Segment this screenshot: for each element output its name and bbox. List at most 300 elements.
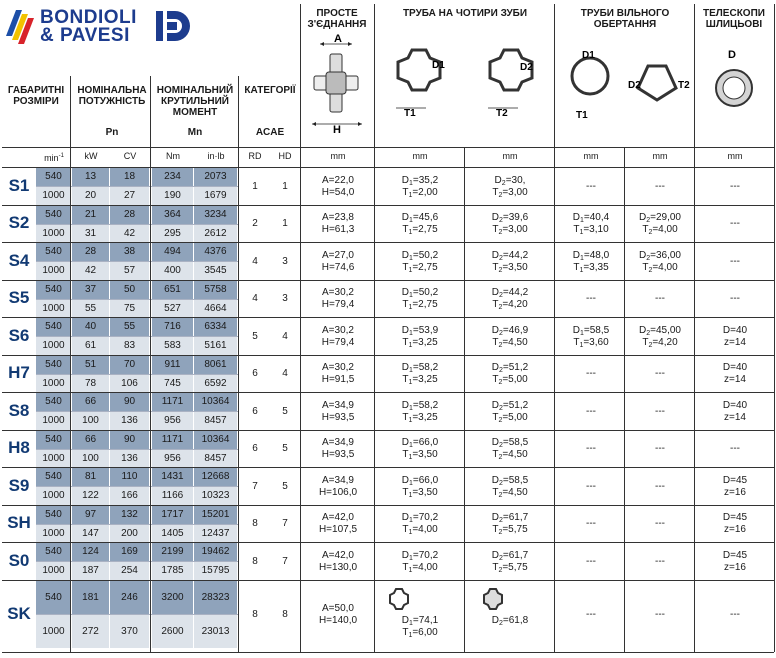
value-free1: ---	[586, 608, 596, 620]
cell-inlb: 3545	[194, 262, 237, 280]
bp-mark-icon	[154, 9, 190, 43]
cell-kw: 28	[72, 243, 109, 261]
unit-hd: HD	[278, 151, 292, 161]
logo-line-1: BONDIOLI	[40, 7, 137, 28]
cell-rpm: 540	[36, 243, 71, 261]
unit-f2: mm	[652, 151, 668, 161]
value-free1: ---	[586, 368, 596, 380]
cell-rpm: 1000	[36, 337, 71, 355]
cell-kw: 147	[72, 525, 109, 543]
value-free1: $D_1=40,4$ $T_1=3,10$	[572, 212, 610, 237]
value-free1: ---	[586, 480, 596, 492]
category-rd: 4	[252, 293, 258, 305]
value-joint: A=50,0 H=140,0	[318, 602, 358, 626]
cell-nm: 911	[152, 356, 193, 374]
value-joint: A=42,0 H=107,5	[318, 512, 358, 536]
value-tube4a: $D_1=74,1$ $T_1=6,00$	[401, 614, 439, 639]
value-tube4b: $D_2=44,2$ $T_2=3,50$	[491, 249, 529, 274]
unit-cv: CV	[123, 151, 137, 161]
column-divider	[554, 4, 555, 652]
cell-cv: 83	[110, 337, 149, 355]
cell-cv: 90	[110, 431, 149, 449]
diagram-label-free-d1: D1	[582, 50, 595, 61]
cell-inlb: 12668	[194, 468, 237, 486]
cell-inlb: 4376	[194, 243, 237, 261]
category-rd: 4	[252, 255, 258, 267]
unit-t4a: mm	[412, 151, 428, 161]
unit-inlb: in·lb	[207, 151, 225, 161]
cell-nm: 3200	[152, 581, 193, 614]
row-separator	[2, 542, 774, 543]
row-separator	[2, 167, 774, 168]
category-hd: 7	[282, 555, 288, 567]
cell-rpm: 540	[36, 168, 71, 186]
cell-cv: 55	[110, 318, 149, 336]
value-free1: $D_1=48,0$ $T_1=3,35$	[572, 249, 610, 274]
cell-nm: 651	[152, 281, 193, 299]
tube-four-teeth-d2-diagram	[478, 40, 548, 124]
size-label: H7	[8, 363, 30, 383]
header-joint: ПРОСТЕ З'ЄДНАННЯ	[307, 8, 367, 30]
diagram-label-d: D	[728, 49, 736, 61]
value-spline: ---	[730, 255, 740, 267]
cell-nm: 1166	[152, 487, 193, 505]
cell-rpm: 540	[36, 468, 71, 486]
value-spline: D=45 z=16	[722, 549, 748, 573]
header-torque: НОМІНАЛЬНИЙ КРУТИЛЬНИЙ МОМЕНТ	[156, 85, 234, 118]
category-rd: 8	[252, 555, 258, 567]
category-hd: 5	[282, 480, 288, 492]
cell-inlb: 8457	[194, 412, 237, 430]
size-label: S6	[8, 325, 30, 345]
cell-rpm: 540	[36, 281, 71, 299]
value-free1: ---	[586, 518, 596, 530]
cell-cv: 70	[110, 356, 149, 374]
value-joint: A=22,0 H=54,0	[321, 174, 355, 198]
value-tube4a: $D_1=70,2$ $T_1=4,00$	[401, 512, 439, 537]
cell-kw: 66	[72, 393, 109, 411]
diagram-label-d2: D2	[520, 62, 533, 73]
cell-kw: 42	[72, 262, 109, 280]
cell-cv: 38	[110, 243, 149, 261]
column-divider	[774, 4, 775, 652]
size-label: S5	[8, 288, 30, 308]
subrow-separator	[36, 614, 238, 615]
diagram-label-free-d2: D2	[628, 80, 641, 91]
cell-rpm: 1000	[36, 225, 71, 243]
header-tube4: ТРУБА НА ЧОТИРИ ЗУБИ	[402, 8, 528, 19]
cell-nm: 956	[152, 412, 193, 430]
cell-rpm: 540	[36, 506, 71, 524]
value-joint: A=30,2 H=79,4	[321, 287, 355, 311]
cell-inlb: 3234	[194, 206, 237, 224]
row-separator	[2, 392, 774, 393]
value-tube4b: $D_2=39,6$ $T_2=3,00$	[491, 212, 529, 237]
value-spline: ---	[730, 443, 740, 455]
cell-cv: 18	[110, 168, 149, 186]
category-rd: 7	[252, 480, 258, 492]
value-joint: A=30,2 H=91,5	[321, 362, 355, 386]
cell-inlb: 15795	[194, 562, 237, 580]
unit-sp: mm	[727, 151, 743, 161]
cell-rpm: 1000	[36, 300, 71, 318]
cell-nm: 400	[152, 262, 193, 280]
value-spline: D=40 z=14	[722, 324, 748, 348]
size-label: S1	[8, 175, 30, 195]
cell-cv: 90	[110, 393, 149, 411]
value-tube4b: $D_2=46,9$ $T_2=4,50$	[491, 324, 529, 349]
diagram-label-t1: T1	[404, 108, 416, 119]
subrow-separator	[36, 186, 238, 187]
logo-line-2: & PAVESI	[40, 25, 130, 46]
value-tube4a: $D_1=70,2$ $T_1=4,00$	[401, 549, 439, 574]
cell-inlb: 15201	[194, 506, 237, 524]
size-label: H8	[8, 438, 30, 458]
column-divider	[464, 147, 465, 652]
category-rd: 6	[252, 368, 258, 380]
value-tube4a: $D_1=35,2$ $T_1=2,00$	[401, 174, 439, 199]
value-spline: D=40 z=14	[722, 362, 748, 386]
cell-nm: 494	[152, 243, 193, 261]
header-acae: ACAE	[255, 127, 285, 138]
cell-inlb: 10364	[194, 393, 237, 411]
unit-joint: mm	[330, 151, 346, 161]
value-spline: ---	[730, 608, 740, 620]
unit-rpm: $\min^{-1}$	[44, 153, 64, 163]
cell-inlb: 1679	[194, 187, 237, 205]
value-joint: A=34,9 H=93,5	[321, 437, 355, 461]
cell-rpm: 540	[36, 356, 71, 374]
value-free1: ---	[586, 555, 596, 567]
row-separator	[2, 280, 774, 281]
value-tube4a: $D_1=45,6$ $T_1=2,75$	[401, 212, 439, 237]
value-spline: D=45 z=16	[722, 512, 748, 536]
cell-cv: 136	[110, 412, 149, 430]
cell-rpm: 540	[36, 393, 71, 411]
cell-nm: 190	[152, 187, 193, 205]
value-free2: ---	[655, 405, 665, 417]
column-divider	[374, 4, 375, 652]
diagram-label-d1: D1	[432, 60, 445, 71]
value-spline: D=40 z=14	[722, 399, 748, 423]
cell-kw: 187	[72, 562, 109, 580]
cell-kw: 20	[72, 187, 109, 205]
cell-rpm: 1000	[36, 187, 71, 205]
value-tube4a: $D_1=53,9$ $T_1=3,25$	[401, 324, 439, 349]
size-label: S9	[8, 475, 30, 495]
size-label: S0	[8, 550, 30, 570]
value-tube4b: $D_2=61,8$	[491, 614, 529, 627]
value-tube4b: $D_2=44,2$ $T_2=4,20$	[491, 287, 529, 312]
value-joint: A=27,0 H=74,6	[321, 249, 355, 273]
row-separator	[2, 580, 774, 581]
cell-nm: 956	[152, 450, 193, 468]
value-free2: ---	[655, 608, 665, 620]
cell-cv: 246	[110, 581, 149, 614]
unit-kw: kW	[84, 151, 98, 161]
column-divider	[694, 4, 695, 652]
category-rd: 6	[252, 443, 258, 455]
cell-cv: 50	[110, 281, 149, 299]
unit-nm: Nm	[166, 151, 180, 161]
subrow-separator	[36, 336, 238, 337]
value-spline: ---	[730, 218, 740, 230]
cell-kw: 13	[72, 168, 109, 186]
header-freetube: ТРУБИ ВІЛЬНОГО ОБЕРТАННЯ	[580, 8, 670, 30]
cell-inlb: 23013	[194, 615, 237, 648]
value-free2: ---	[655, 518, 665, 530]
header-categories: КАТЕГОРІЇ	[244, 85, 296, 96]
category-hd: 4	[282, 330, 288, 342]
cell-inlb: 28323	[194, 581, 237, 614]
cell-rpm: 540	[36, 581, 71, 614]
subrow-separator	[36, 299, 238, 300]
cell-nm: 2600	[152, 615, 193, 648]
cell-inlb: 2612	[194, 225, 237, 243]
cell-cv: 166	[110, 487, 149, 505]
column-divider	[70, 76, 71, 652]
cell-kw: 66	[72, 431, 109, 449]
cell-kw: 31	[72, 225, 109, 243]
category-rd: 8	[252, 518, 258, 530]
category-hd: 5	[282, 443, 288, 455]
value-joint: A=34,9 H=106,0	[318, 474, 358, 498]
header-spline: ТЕЛЕСКОПИ ШЛИЦЬОВІ	[703, 8, 765, 30]
cell-kw: 181	[72, 581, 109, 614]
free-tube-d1-diagram	[564, 40, 624, 124]
row-separator	[2, 242, 774, 243]
size-label: SK	[7, 603, 31, 623]
free-tube-d2-diagram	[626, 56, 692, 112]
value-free2: ---	[655, 480, 665, 492]
diagram-label-t2: T2	[496, 108, 508, 119]
category-hd: 8	[282, 608, 288, 620]
value-tube4b: $D_2=61,7$ $T_2=5,75$	[491, 549, 529, 574]
value-spline: D=45 z=16	[722, 474, 748, 498]
cell-inlb: 2073	[194, 168, 237, 186]
category-hd: 3	[282, 255, 288, 267]
cell-rpm: 540	[36, 318, 71, 336]
column-divider	[300, 4, 301, 652]
cell-nm: 745	[152, 375, 193, 393]
subrow-separator	[36, 261, 238, 262]
value-tube4b: $D_2=51,2$ $T_2=5,00$	[491, 362, 529, 387]
cell-rpm: 1000	[36, 562, 71, 580]
header-mn: Mn	[187, 127, 203, 138]
cell-rpm: 1000	[36, 525, 71, 543]
diagram-label-a: A	[334, 33, 342, 45]
category-rd: 1	[252, 180, 258, 192]
value-tube4a: $D_1=66,0$ $T_1=3,50$	[401, 474, 439, 499]
row-separator	[2, 355, 774, 356]
value-joint: A=42,0 H=130,0	[318, 549, 358, 573]
value-tube4a: $D_1=58,2$ $T_1=3,25$	[401, 362, 439, 387]
row-separator	[2, 317, 774, 318]
cell-kw: 51	[72, 356, 109, 374]
subrow-separator	[36, 561, 238, 562]
column-divider	[150, 76, 151, 652]
cell-cv: 200	[110, 525, 149, 543]
subrow-separator	[36, 374, 238, 375]
cell-kw: 272	[72, 615, 109, 648]
value-tube4a: $D_1=58,2$ $T_1=3,25$	[401, 399, 439, 424]
cell-cv: 42	[110, 225, 149, 243]
size-label: S4	[8, 250, 30, 270]
value-spline: ---	[730, 293, 740, 305]
cell-kw: 40	[72, 318, 109, 336]
cell-inlb: 10323	[194, 487, 237, 505]
value-free2: ---	[655, 555, 665, 567]
size-label: S8	[8, 400, 30, 420]
unit-rd: RD	[248, 151, 262, 161]
value-free1: ---	[586, 293, 596, 305]
cell-nm: 1717	[152, 506, 193, 524]
value-joint: A=30,2 H=79,4	[321, 324, 355, 348]
category-hd: 5	[282, 405, 288, 417]
value-free2: ---	[655, 180, 665, 192]
column-divider	[624, 147, 625, 652]
cell-rpm: 1000	[36, 487, 71, 505]
value-free1: ---	[586, 443, 596, 455]
subrow-separator	[36, 486, 238, 487]
cell-inlb: 6334	[194, 318, 237, 336]
cell-kw: 78	[72, 375, 109, 393]
value-tube4b: $D_2=58,5$ $T_2=4,50$	[491, 437, 529, 462]
cell-cv: 110	[110, 468, 149, 486]
value-joint: A=34,9 H=93,5	[321, 399, 355, 423]
category-hd: 3	[282, 293, 288, 305]
brand-logo	[4, 4, 234, 48]
value-tube4a: $D_1=50,2$ $T_1=2,75$	[401, 287, 439, 312]
cell-rpm: 1000	[36, 412, 71, 430]
value-tube4b: $D_2=51,2$ $T_2=5,00$	[491, 399, 529, 424]
value-free1: $D_1=58,5$ $T_1=3,60$	[572, 324, 610, 349]
spline-shaft-diagram	[712, 44, 756, 120]
cell-inlb: 8457	[194, 450, 237, 468]
category-rd: 5	[252, 330, 258, 342]
cell-kw: 100	[72, 450, 109, 468]
subrow-separator	[36, 524, 238, 525]
cell-nm: 234	[152, 168, 193, 186]
value-tube4b: $D_2=61,7$ $T_2=5,75$	[491, 512, 529, 537]
value-free1: ---	[586, 405, 596, 417]
cell-kw: 61	[72, 337, 109, 355]
cell-cv: 106	[110, 375, 149, 393]
cell-nm: 364	[152, 206, 193, 224]
cell-rpm: 540	[36, 431, 71, 449]
subrow-separator	[36, 411, 238, 412]
sk-tube4-d1-icon	[376, 587, 416, 615]
cell-nm: 2199	[152, 543, 193, 561]
cell-cv: 75	[110, 300, 149, 318]
cell-kw: 122	[72, 487, 109, 505]
cell-nm: 1431	[152, 468, 193, 486]
category-rd: 6	[252, 405, 258, 417]
cell-nm: 527	[152, 300, 193, 318]
diagram-label-h: H	[333, 124, 341, 136]
cell-inlb: 12437	[194, 525, 237, 543]
cell-inlb: 19462	[194, 543, 237, 561]
category-hd: 1	[282, 180, 288, 192]
value-tube4a: $D_1=50,2$ $T_1=2,75$	[401, 249, 439, 274]
category-hd: 4	[282, 368, 288, 380]
cell-inlb: 8061	[194, 356, 237, 374]
value-tube4a: $D_1=66,0$ $T_1=3,50$	[401, 437, 439, 462]
cell-cv: 57	[110, 262, 149, 280]
unit-f1: mm	[583, 151, 599, 161]
value-tube4b: $D_2=30$, $T_2=3,00$	[492, 174, 528, 199]
diagram-label-free-t1: T1	[576, 110, 588, 121]
cell-nm: 583	[152, 337, 193, 355]
cell-inlb: 4664	[194, 300, 237, 318]
cross-joint-diagram	[304, 32, 372, 136]
cell-rpm: 1000	[36, 262, 71, 280]
value-tube4b: $D_2=58,5$ $T_2=4,50$	[491, 474, 529, 499]
cell-nm: 1785	[152, 562, 193, 580]
row-separator	[2, 467, 774, 468]
value-free2: ---	[655, 443, 665, 455]
cell-inlb: 6592	[194, 375, 237, 393]
column-divider	[238, 76, 239, 652]
header-pn: Pn	[105, 127, 119, 138]
row-separator	[2, 505, 774, 506]
value-spline: ---	[730, 180, 740, 192]
units-separator	[2, 147, 774, 148]
unit-t4b: mm	[502, 151, 518, 161]
cell-cv: 136	[110, 450, 149, 468]
cell-kw: 37	[72, 281, 109, 299]
value-joint: A=23,8 H=61,3	[321, 212, 355, 236]
value-free2: $D_2=29,00$ $T_2=4,00$	[638, 212, 681, 237]
size-label: S2	[8, 213, 30, 233]
cell-cv: 370	[110, 615, 149, 648]
cell-cv: 28	[110, 206, 149, 224]
cell-rpm: 1000	[36, 615, 71, 648]
cell-rpm: 1000	[36, 375, 71, 393]
cell-cv: 27	[110, 187, 149, 205]
cell-nm: 1171	[152, 393, 193, 411]
tube-four-teeth-d1-diagram	[386, 40, 456, 124]
category-hd: 1	[282, 218, 288, 230]
cell-rpm: 540	[36, 206, 71, 224]
value-free2: ---	[655, 368, 665, 380]
cell-kw: 55	[72, 300, 109, 318]
cell-cv: 254	[110, 562, 149, 580]
value-free1: ---	[586, 180, 596, 192]
value-free2: ---	[655, 293, 665, 305]
category-rd: 2	[252, 218, 258, 230]
cell-cv: 169	[110, 543, 149, 561]
cell-cv: 132	[110, 506, 149, 524]
cell-nm: 716	[152, 318, 193, 336]
category-hd: 7	[282, 518, 288, 530]
cell-rpm: 1000	[36, 450, 71, 468]
subrow-separator	[36, 224, 238, 225]
cell-kw: 81	[72, 468, 109, 486]
cell-inlb: 5758	[194, 281, 237, 299]
diagram-label-free-t2: T2	[678, 80, 690, 91]
sk-tube4-d2-icon	[470, 587, 510, 615]
cell-rpm: 540	[36, 543, 71, 561]
cell-kw: 100	[72, 412, 109, 430]
row-separator	[2, 205, 774, 206]
cell-kw: 97	[72, 506, 109, 524]
flag-stripes-icon	[4, 6, 36, 46]
subrow-separator	[36, 449, 238, 450]
cell-nm: 1171	[152, 431, 193, 449]
size-label: SH	[7, 513, 31, 533]
cell-nm: 1405	[152, 525, 193, 543]
